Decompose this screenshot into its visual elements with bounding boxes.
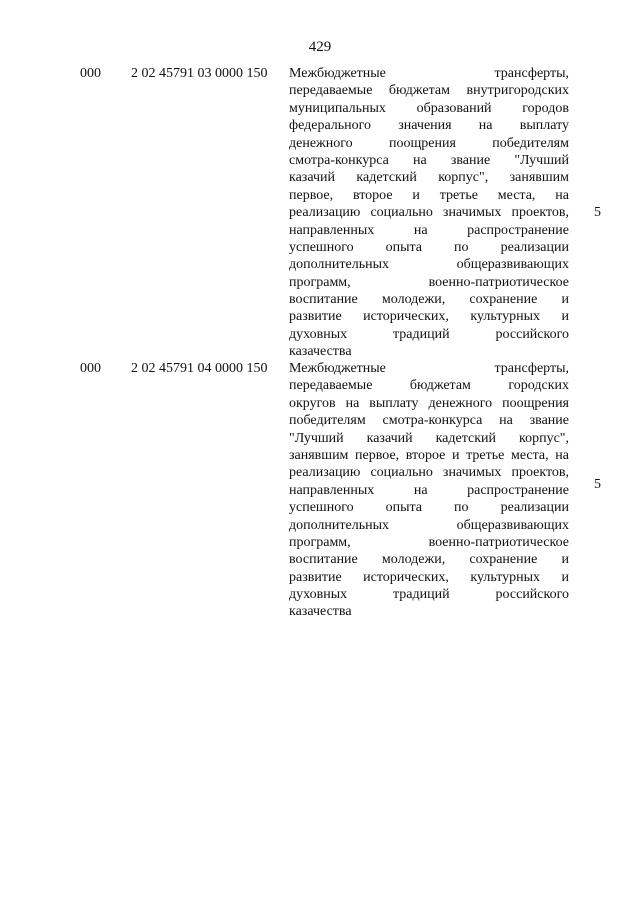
description-line: успешного опыта по реализации	[289, 239, 569, 255]
description-line: воспитание молодежи, сохранение и	[289, 292, 569, 308]
description-line: смотра-конкурса на звание "Лучший	[289, 152, 569, 168]
description-line: муниципальных образований городов	[289, 100, 569, 116]
description-line: духовных традиций российского	[289, 587, 569, 603]
description-line: развитие исторических, культурных и	[289, 309, 569, 325]
description-line: передаваемые бюджетам городских	[289, 378, 569, 394]
description-line: передаваемые бюджетам внутригородских	[289, 83, 569, 99]
row-description	[289, 360, 569, 621]
amount-value: 5	[594, 205, 601, 220]
description-line: занявшим первое, второе и третье места, на	[289, 447, 569, 463]
description-line: развитие исторических, культурных и	[289, 569, 569, 585]
description-line: дополнительных общеразвивающих	[289, 517, 569, 533]
description-line: направленных на распространение	[289, 222, 569, 238]
description-line: федерального значения на выплату	[289, 118, 569, 134]
description-line: реализацию социально значимых проектов,	[289, 205, 569, 221]
classification-code: 2 02 45791 03 0000 150	[131, 66, 268, 81]
classification-code: 2 02 45791 04 0000 150	[131, 361, 268, 376]
description-line: казачества	[289, 344, 352, 360]
admin-code: 000	[80, 66, 101, 81]
description-line: реализацию социально значимых проектов,	[289, 465, 569, 481]
page-number: 429	[308, 39, 332, 55]
description-line: Межбюджетные трансферты,	[289, 66, 569, 81]
description-line: округов на выплату денежного поощрения	[289, 395, 569, 411]
description-line: победителям смотра-конкурса на звание	[289, 413, 569, 429]
amount-value: 5	[594, 477, 601, 492]
description-line: направленных на распространение	[289, 482, 569, 498]
description-line: духовных традиций российского	[289, 326, 569, 342]
description-line: денежного поощрения победителям	[289, 135, 569, 151]
description-line: "Лучший казачий кадетский корпус",	[289, 430, 569, 446]
description-line: программ, военно-патриотическое	[289, 274, 569, 290]
description-line: воспитание молодежи, сохранение и	[289, 552, 569, 568]
description-line: успешного опыта по реализации	[289, 500, 569, 516]
description-line: казачества	[289, 604, 352, 620]
description-line: Межбюджетные трансферты,	[289, 361, 569, 376]
description-line: казачий кадетский корпус", занявшим	[289, 170, 569, 186]
description-line: программ, военно-патриотическое	[289, 534, 569, 550]
description-line: первое, второе и третье места, на	[289, 187, 569, 203]
row-description	[289, 65, 569, 361]
admin-code: 000	[80, 361, 101, 376]
description-line: дополнительных общеразвивающих	[289, 257, 569, 273]
